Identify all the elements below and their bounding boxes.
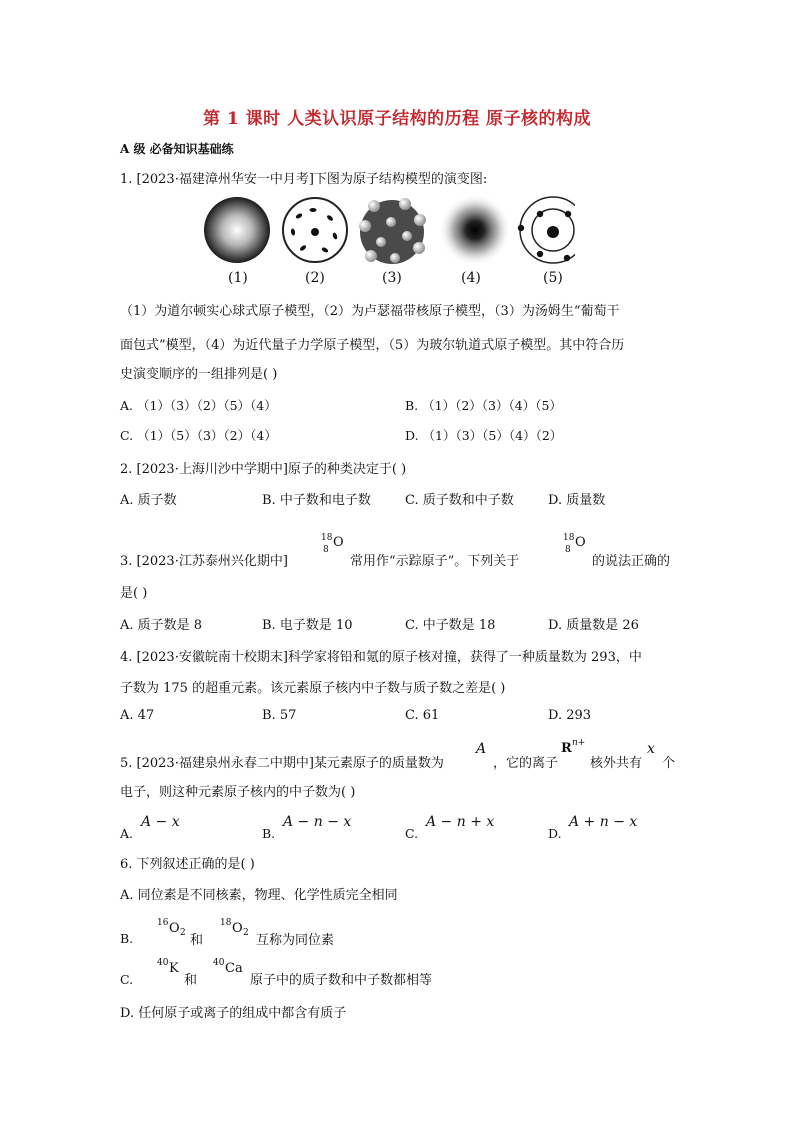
q6-option-b-letter: B.: [120, 931, 134, 946]
q3-option-c: C. 中子数是 18: [405, 618, 496, 633]
q6-option-b-and: 和: [190, 933, 204, 948]
q1-option-a: A. （1）（3）（2）（5）（4）: [120, 398, 277, 413]
isotope-atomic-number: 8: [323, 545, 329, 555]
q5-line2: 电子，则这种元素原子核内的中子数为( ): [120, 785, 356, 800]
isotope-mass-number: 40: [213, 958, 225, 968]
isotope-atomic-number: 8: [565, 545, 571, 555]
model-4-electron-cloud: [439, 196, 511, 266]
q4-line1: 4. [2023·安徽皖南十校期末]科学家将铅和氪的原子核对撞，获得了一种质量数为 293，中: [120, 650, 642, 665]
model-5-bohr: [518, 197, 575, 263]
figure-label-5: (5): [543, 270, 563, 286]
q2-option-b: B. 中子数和电子数: [262, 493, 371, 508]
q1-stem: 1. [2023·福建漳州华安一中月考]下图为原子结构模型的演变图:: [120, 172, 488, 187]
q4-option-d: D. 293: [548, 708, 592, 723]
q4-option-b: B. 57: [262, 708, 297, 723]
q6-option-c-tail: 原子中的质子数和中子数都相等: [250, 973, 433, 988]
q3-option-d: D. 质量数是 26: [548, 618, 639, 633]
q5-stem-c: 核外共有: [590, 756, 643, 771]
q5-ion-symbol: R: [561, 741, 572, 756]
q5-stem-d: 个: [662, 756, 676, 771]
q5-option-c-expr: A − n + x: [426, 814, 495, 830]
isotope-symbol: K: [169, 961, 179, 976]
figure-label-2: (2): [305, 270, 325, 286]
q3-stem-d: 是( ): [120, 586, 148, 601]
q3-stem-b: 常用作“示踪原子”。下列关于: [350, 554, 520, 569]
q6-option-c-and: 和: [184, 973, 198, 988]
isotope-symbol: O: [169, 921, 180, 936]
q3-option-b: B. 电子数是 10: [262, 618, 353, 633]
q3-stem-a: 3. [2023·江苏泰州兴化期中]: [120, 554, 288, 569]
q5-stem-a: 5. [2023·福建泉州永春二中期中]某元素原子的质量数为: [120, 756, 444, 771]
isotope-symbol: O: [232, 921, 243, 936]
q1-desc-line2: 面包式”模型，（4）为近代量子力学原子模型，（5）为玻尔轨道式原子模型。其中符合历: [120, 338, 625, 353]
figure-label-4: (4): [461, 270, 481, 286]
figure-label-1: (1): [228, 270, 248, 286]
q2-stem: 2. [2023·上海川沙中学期中]原子的种类决定于( ): [120, 462, 407, 477]
q6-option-a: A. 同位素是不同核素，物理、化学性质完全相同: [120, 888, 398, 903]
isotope-subscript: 2: [243, 928, 249, 938]
q5-stem-b: ，它的离子: [493, 756, 559, 771]
q5-option-a-expr: A − x: [141, 814, 180, 830]
q5-option-a-letter: A.: [120, 826, 134, 841]
isotope-subscript: 2: [180, 928, 186, 938]
isotope-mass-number: 40: [157, 958, 169, 968]
section-heading: A 级 必备知识基础练: [120, 142, 234, 156]
q4-option-a: A. 47: [120, 708, 155, 723]
q6-option-b-tail: 互称为同位素: [256, 933, 335, 948]
model-3-thomson: [359, 198, 426, 264]
q4-line2: 子数为 175 的超重元素。该元素原子核内中子数与质子数之差是( ): [120, 681, 506, 696]
isotope-mass-number: 16: [157, 918, 169, 928]
q1-option-d: D. （1）（3）（5）（4）（2）: [405, 428, 563, 443]
model-2-rutherford: [283, 198, 347, 262]
figure-label-3: (3): [382, 270, 402, 286]
q5-var-x: x: [647, 741, 655, 757]
model-1-dalton: [204, 197, 270, 263]
q1-desc-line3: 史演变顺序的一组排列是( ): [120, 367, 278, 382]
q1-option-b: B. （1）（2）（3）（4）（5）: [405, 398, 562, 413]
isotope-mass-number: 18: [321, 533, 333, 543]
q5-option-d-expr: A + n − x: [569, 814, 638, 830]
q2-option-a: A. 质子数: [120, 493, 177, 508]
q5-option-d-letter: D.: [548, 826, 562, 841]
q4-option-c: C. 61: [405, 708, 440, 723]
q2-option-d: D. 质量数: [548, 493, 606, 508]
q5-option-c-letter: C.: [405, 826, 419, 841]
q6-option-d: D. 任何原子或离子的组成中都含有质子: [120, 1006, 347, 1021]
isotope-symbol: Ca: [225, 961, 243, 976]
q5-option-b-letter: B.: [262, 826, 276, 841]
q5-option-b-expr: A − n − x: [283, 814, 352, 830]
isotope-symbol: O: [575, 535, 586, 550]
isotope-symbol: O: [333, 535, 344, 550]
q2-option-c: C. 质子数和中子数: [405, 493, 514, 508]
q5-ion-charge: n+: [572, 738, 586, 748]
page-title: 第 1 课时 人类认识原子结构的历程 原子核的构成: [202, 109, 591, 129]
q6-stem: 6. 下列叙述正确的是( ): [120, 857, 255, 872]
q1-option-c: C. （1）（5）（3）（2）（4）: [120, 428, 277, 443]
q3-stem-c: 的说法正确的: [592, 554, 671, 569]
q5-var-a: A: [476, 741, 487, 757]
q1-desc-line1: （1）为道尔顿实心球式原子模型，（2）为卢瑟福带核原子模型，（3）为汤姆生“葡萄干: [120, 304, 620, 319]
isotope-mass-number: 18: [563, 533, 575, 543]
q3-option-a: A. 质子数是 8: [120, 618, 203, 633]
q6-option-c-letter: C.: [120, 972, 134, 987]
isotope-mass-number: 18: [220, 918, 232, 928]
